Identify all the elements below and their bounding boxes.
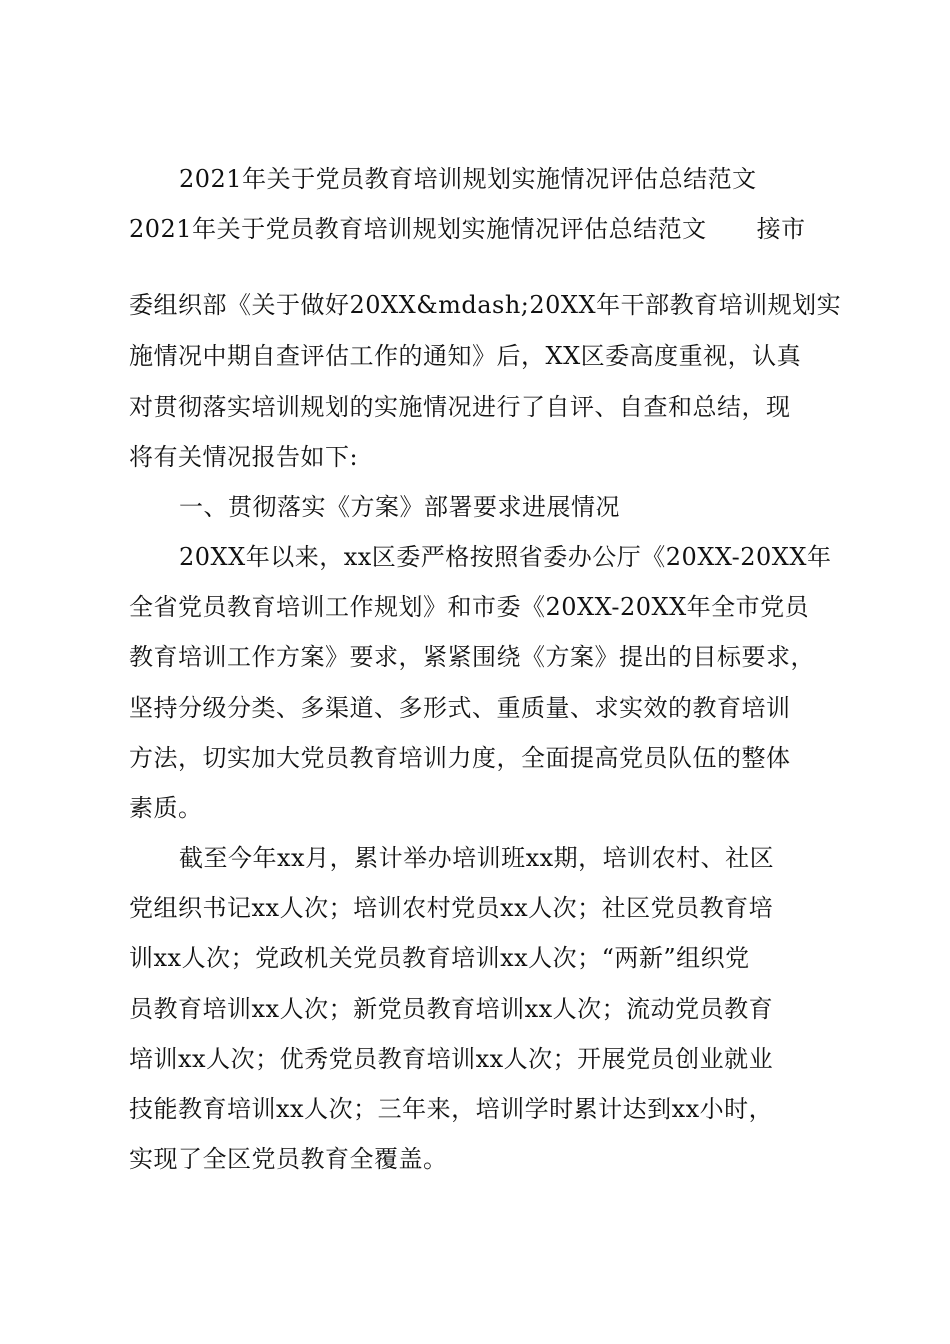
para2-line-2: 党组织书记xx人次；培训农村党员xx人次；社区党员教育培 [129,894,774,922]
intro-line-4: 对贯彻落实培训规划的实施情况进行了自评、自查和总结，现 [129,393,791,421]
para1-line-2: 全省党员教育培训工作规划》和市委《20XX-20XX年全市党员 [129,593,810,621]
intro-line-2: 委组织部《关于做好20XX&mdash;20XX年干部教育培训规划实 [129,291,842,319]
para1-line-5: 方法，切实加大党员教育培训力度，全面提高党员队伍的整体 [129,744,791,772]
para2-line-4: 员教育培训xx人次；新党员教育培训xx人次；流动党员教育 [129,995,774,1023]
document-title: 2021年关于党员教育培训规划实施情况评估总结范文 [179,165,757,193]
intro-line-3: 施情况中期自查评估工作的通知》后，XX区委高度重视，认真 [129,342,802,370]
intro-lead-text: 2021年关于党员教育培训规划实施情况评估总结范文 [129,215,707,243]
para2-line-5: 培训xx人次；优秀党员教育培训xx人次；开展党员创业就业 [129,1045,774,1073]
para1-line-4: 坚持分级分类、多渠道、多形式、重质量、求实效的教育培训 [129,694,791,722]
para2-line-7: 实现了全区党员教育全覆盖。 [129,1145,448,1173]
para1-line-3: 教育培训工作方案》要求，紧紧围绕《方案》提出的目标要求， [129,643,815,671]
para1-line-6: 素质。 [129,794,203,822]
intro-continuation: 接市 [756,215,806,243]
section-heading-1: 一、贯彻落实《方案》部署要求进展情况 [179,493,620,521]
para2-line-3: 训xx人次；党政机关党员教育培训xx人次；“两新”组织党 [129,944,750,972]
para2-line-1: 截至今年xx月，累计举办培训班xx期，培训农村、社区 [179,844,775,872]
intro-line-5: 将有关情况报告如下: [129,443,359,471]
para2-line-6: 技能教育培训xx人次；三年来，培训学时累计达到xx小时， [129,1095,774,1123]
para1-line-1: 20XX年以来，xx区委严格按照省委办公厅《20XX-20XX年 [179,543,832,571]
intro-line-1 [129,214,829,244]
